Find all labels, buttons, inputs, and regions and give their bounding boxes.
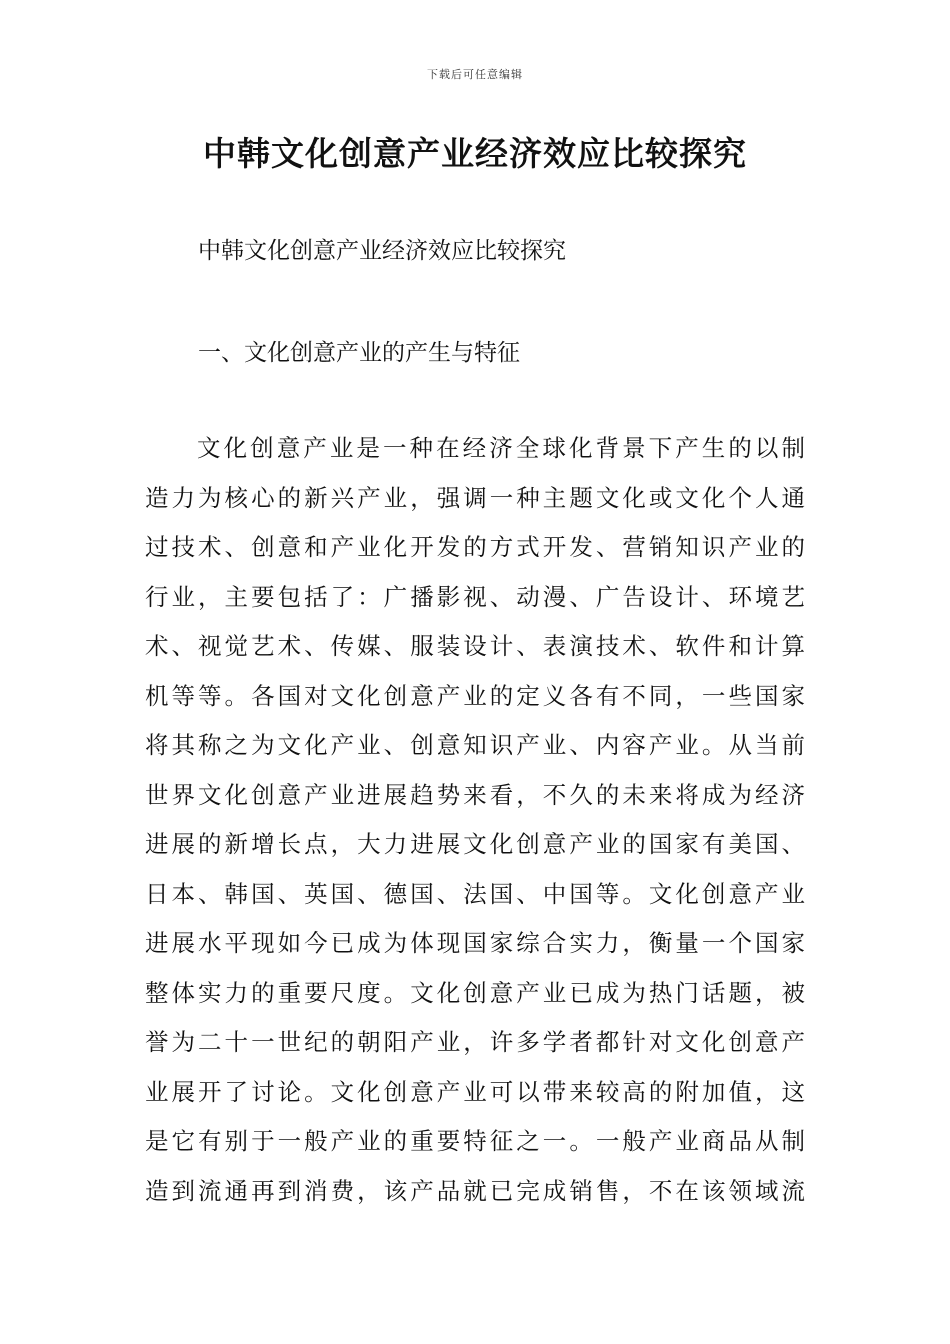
paragraph-line: 整体实力的重要尺度。文化创意产业已成为热门话题，被 [145, 978, 805, 1007]
paragraph-line: 誉为二十一世纪的朝阳产业，许多学者都针对文化创意产 [145, 1028, 805, 1056]
body-paragraph [145, 424, 805, 1216]
paragraph-line: 进展水平现如今已成为体现国家综合实力，衡量一个国家 [145, 929, 805, 957]
document-title: 中韩文化创意产业经济效应比较探究 [203, 134, 747, 173]
paragraph-line: 将其称之为文化产业、创意知识产业、内容产业。从当前 [145, 731, 805, 759]
paragraph-line: 机等等。各国对文化创意产业的定义各有不同，一些国家 [145, 681, 805, 710]
paragraph-line: 日本、韩国、英国、德国、法国、中国等。文化创意产业 [145, 879, 805, 908]
section-heading: 一、文化创意产业的产生与特征 [198, 340, 520, 366]
paragraph-line: 行业，主要包括了：广播影视、动漫、广告设计、环境艺 [145, 582, 805, 611]
paragraph-line: 是它有别于一般产业的重要特征之一。一般产业商品从制 [145, 1127, 805, 1155]
paragraph-line: 造力为核心的新兴产业，强调一种主题文化或文化个人通 [145, 483, 805, 512]
paragraph-line: 业展开了讨论。文化创意产业可以带来较高的附加值，这 [145, 1077, 805, 1106]
paragraph-line: 造到流通再到消费，该产品就已完成销售，不在该领域流 [145, 1176, 805, 1205]
header-note: 下载后可任意编辑 [427, 68, 523, 81]
paragraph-line: 文化创意产业是一种在经济全球化背景下产生的以制 [197, 434, 805, 462]
document-subtitle: 中韩文化创意产业经济效应比较探究 [198, 238, 566, 264]
paragraph-line: 进展的新增长点，大力进展文化创意产业的国家有美国、 [145, 830, 805, 858]
paragraph-line: 过技术、创意和产业化开发的方式开发、营销知识产业的 [145, 533, 805, 561]
paragraph-line: 世界文化创意产业进展趋势来看，不久的未来将成为经济 [145, 780, 805, 809]
paragraph-line: 术、视觉艺术、传媒、服装设计、表演技术、软件和计算 [145, 632, 805, 660]
